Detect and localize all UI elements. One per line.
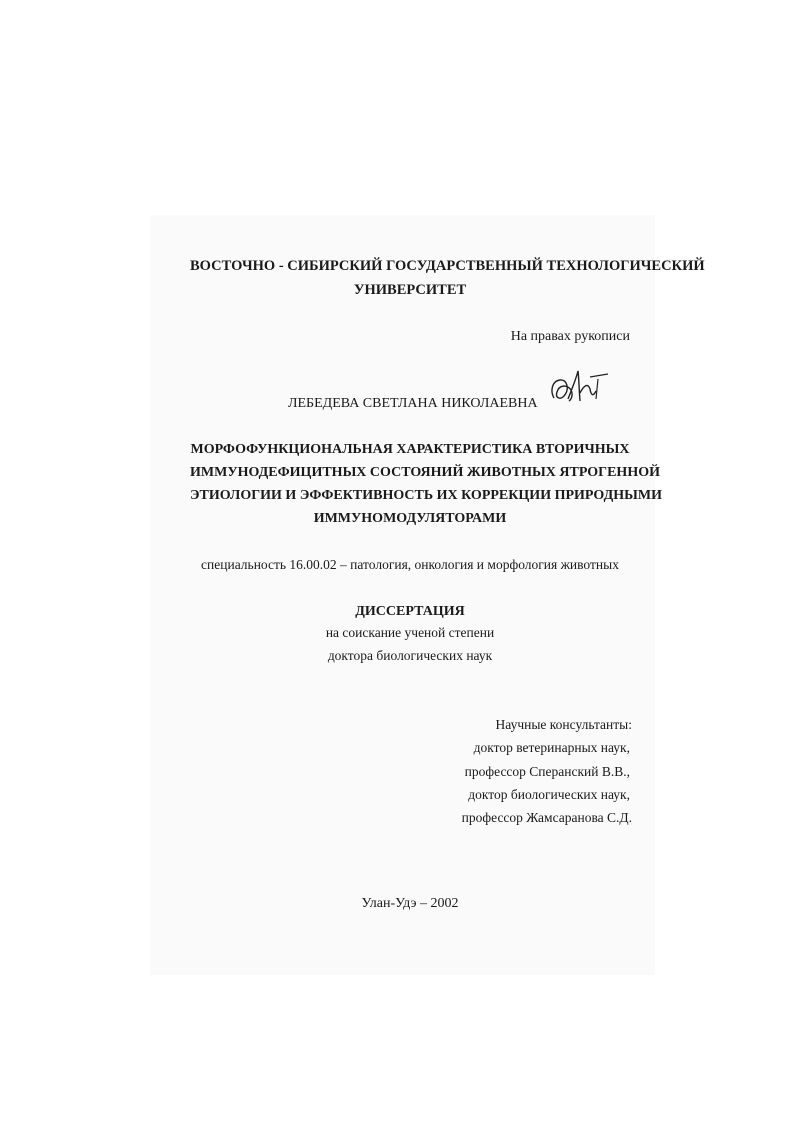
specialty-line: специальность 16.00.02 – патология, онкология и морфология животных [201, 557, 619, 572]
university-name-line1: ВОСТОЧНО - СИБИРСКИЙ ГОСУДАРСТВЕННЫЙ ТЕХНОЛОГИЧЕСКИЙ [190, 258, 705, 274]
consultant-line: доктор биологических наук, [468, 787, 630, 802]
degree-line1: на соискание ученой степени [325, 625, 495, 640]
thesis-title-line4: ИММУНОМОДУЛЯТОРАМИ [313, 511, 507, 526]
rights-note: На правах рукописи [510, 329, 630, 344]
consultant-line: профессор Жамсаранова С.Д. [461, 810, 632, 825]
author-name: ЛЕБЕДЕВА СВЕТЛАНА НИКОЛАЕВНА [288, 396, 538, 411]
university-name-line2: УНИВЕРСИТЕТ [353, 282, 467, 298]
consultant-line: профессор Сперанский В.В., [464, 764, 630, 779]
work-type-heading: ДИССЕРТАЦИЯ [355, 604, 465, 619]
thesis-title-line3: ЭТИОЛОГИИ И ЭФФЕКТИВНОСТЬ ИХ КОРРЕКЦИИ ПРИРОДНЫМИ [190, 488, 662, 503]
degree-line2: доктора биологических наук [327, 648, 493, 663]
thesis-title-line2: ИММУНОДЕФИЦИТНЫХ СОСТОЯНИЙ ЖИВОТНЫХ ЯТРОГЕННОЙ [190, 465, 660, 480]
consultant-line: доктор ветеринарных наук, [473, 740, 630, 755]
consultants-heading: Научные консультанты: [495, 717, 632, 732]
signature-icon [546, 365, 612, 411]
city-year: Улан-Удэ – 2002 [361, 896, 459, 911]
thesis-title-line1: МОРФОФУНКЦИОНАЛЬНАЯ ХАРАКТЕРИСТИКА ВТОРИЧНЫХ [190, 442, 630, 457]
